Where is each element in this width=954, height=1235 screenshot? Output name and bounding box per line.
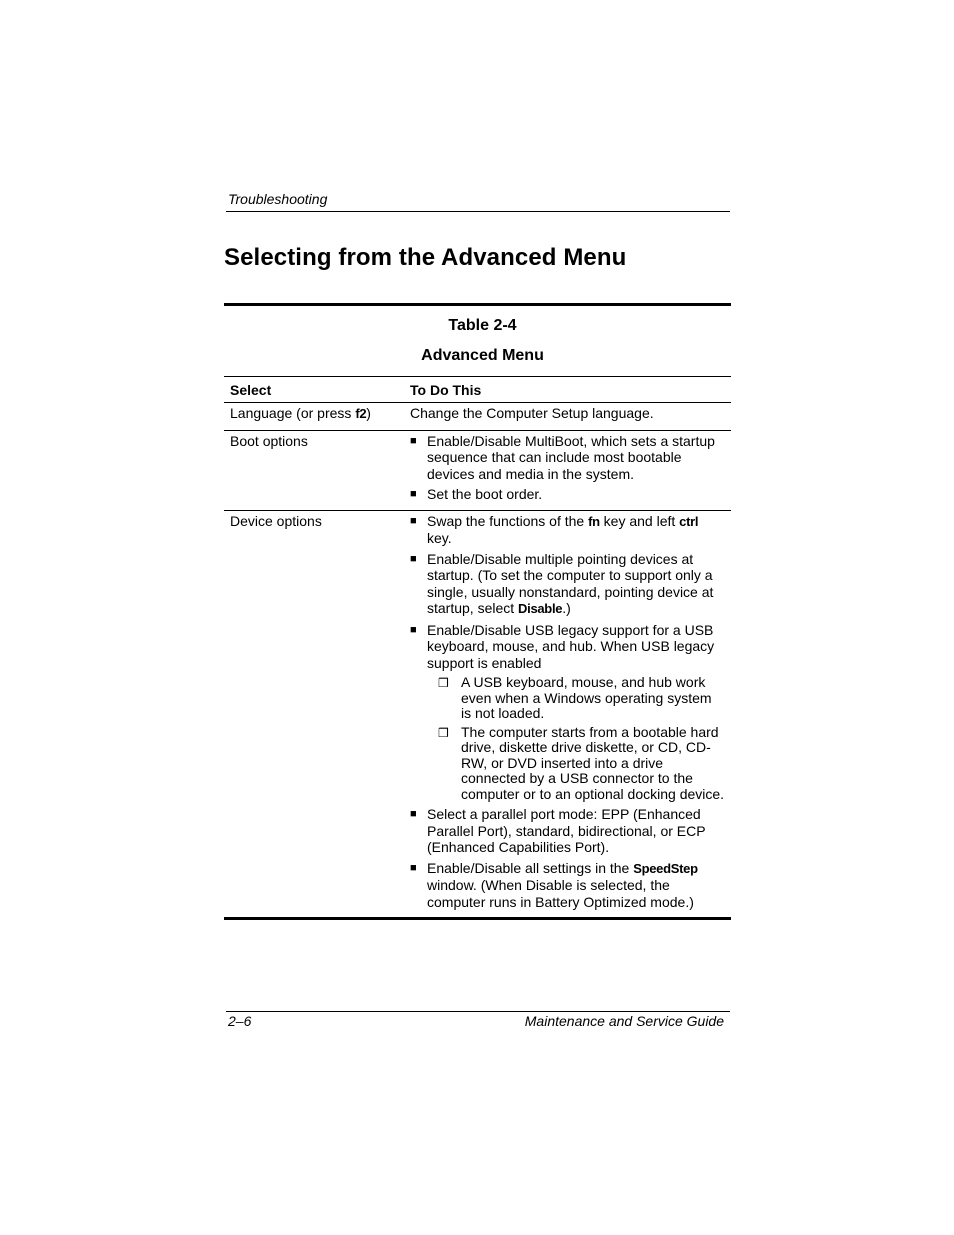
bullet-text: Enable/Disable multiple pointing devices at startup. (To set the computer to support only a single, usually nonstandard, pointing device at startup, select Disable.) [427,550,714,616]
sub-bullet-text: The computer starts from a bootable hard drive, diskette drive diskette, or CD, CD-RW, or DVD inserted into a drive connected by a USB connector to the computer or to an optional docking device. [461,723,725,802]
bullet-text: Enable/Disable all settings in the SpeedStep window. (When Disable is selected, the computer runs in Battery Optimized mode.) [427,859,698,910]
bullet-text: Swap the functions of the fn key and left ctrl key. [427,512,699,546]
table-number: Table 2-4 [448,317,517,334]
key-fn: fn [588,513,600,529]
bullet-text: Set the boot order. [427,486,543,502]
table-caption: Advanced Menu [421,347,544,364]
box-bullet-icon: ❒ [438,725,449,740]
table-row-device-options [224,511,731,918]
list-item [410,433,725,483]
table-top-rule [224,303,731,306]
square-bullet-icon: ■ [410,514,417,527]
select-cell: Device options [230,512,322,529]
window-speedstep: SpeedStep [633,860,698,876]
key-ctrl: ctrl [679,513,699,529]
list-item [410,806,725,856]
key-f2: f2 [355,406,367,421]
advanced-menu-table [224,303,731,920]
sub-list-item [438,675,725,722]
select-text: Language (or press [230,405,356,421]
square-bullet-icon: ■ [410,861,417,874]
select-cell: Boot options [230,432,308,449]
action-cell: Change the Computer Setup language. [410,405,654,421]
bullet-text: Enable/Disable USB legacy support for a USB keyboard, mouse, and hub. When USB legacy support is enabled [427,621,715,671]
action-cell [410,511,731,918]
select-cell [224,403,410,430]
square-bullet-icon: ■ [410,808,417,820]
square-bullet-icon: ■ [410,434,417,447]
guide-title: Maintenance and Service Guide [524,1013,724,1029]
sub-list-item [438,725,725,803]
running-header: Troubleshooting [228,191,328,207]
square-bullet-icon: ■ [410,623,417,636]
list-item [410,486,725,503]
bullet-text: Select a parallel port mode: EPP (Enhanced Parallel Port), standard, bidirectional, or ECP (Enhanced Capabilities Port). [427,806,706,855]
table-bottom-rule [224,917,731,920]
list-item [410,513,725,547]
list-item [410,860,725,911]
option-disable: Disable [518,601,563,616]
list-item [410,551,725,618]
page-title: Selecting from the Advanced Menu [224,244,627,271]
page-number: 2–6 [228,1013,252,1029]
sub-bullet-text: A USB keyboard, mouse, and hub work even when a Windows operating system is not loaded. [461,674,712,721]
column-header-to-do-this: To Do This [410,381,482,398]
footer-rule [226,1011,730,1012]
box-bullet-icon: ❒ [438,676,449,690]
column-header-select: Select [230,381,272,398]
table-header-row [224,377,731,402]
square-bullet-icon: ■ [410,488,417,500]
table-row-language [224,403,731,430]
select-text-suffix: ) [366,405,371,421]
square-bullet-icon: ■ [410,552,417,565]
table-row-boot-options [224,431,731,510]
list-item [410,622,725,672]
bullet-text: Enable/Disable MultiBoot, which sets a startup sequence that can include most bootable devices and media in the system. [427,432,715,482]
header-rule [226,211,730,212]
action-cell [410,431,731,510]
